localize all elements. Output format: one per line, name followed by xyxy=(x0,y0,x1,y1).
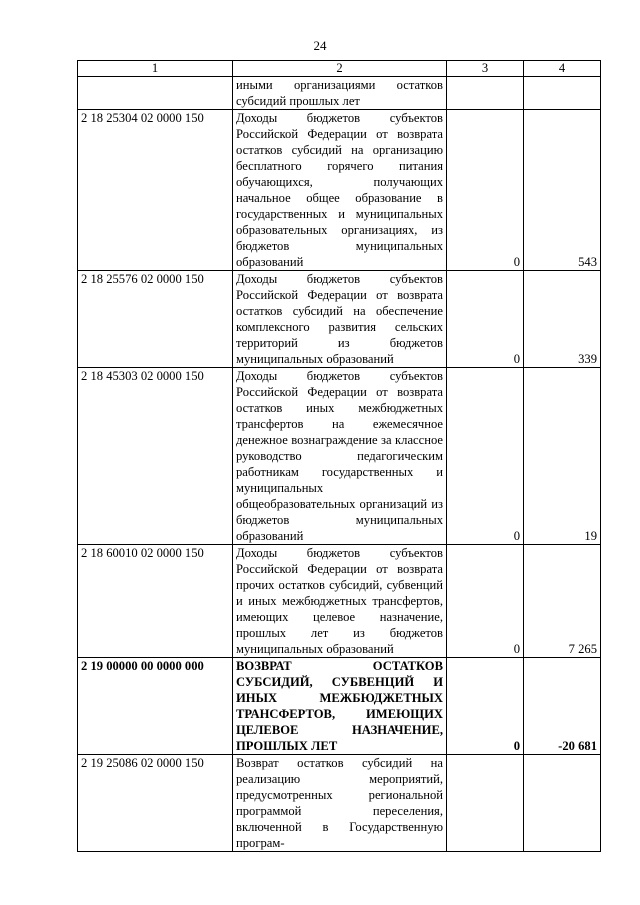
table-row xyxy=(78,271,601,368)
table-row-section-total xyxy=(78,658,601,755)
row-col3-value: 0 xyxy=(447,110,524,271)
table-row xyxy=(78,110,601,271)
row-code: 2 18 25304 02 0000 150 xyxy=(78,110,233,271)
row-code: 2 18 60010 02 0000 150 xyxy=(78,545,233,658)
row-col3-value xyxy=(447,77,524,110)
row-code: 2 19 00000 00 0000 000 xyxy=(78,658,233,755)
table-row xyxy=(78,368,601,545)
row-col3-value xyxy=(447,755,524,852)
table-row xyxy=(78,77,601,110)
row-col4-value: 339 xyxy=(524,271,601,368)
row-col4-value xyxy=(524,755,601,852)
row-description: иными организациями остатков субсидий прошлых лет xyxy=(233,77,447,110)
row-col4-value: 7 265 xyxy=(524,545,601,658)
table-row xyxy=(78,545,601,658)
row-code: 2 19 25086 02 0000 150 xyxy=(78,755,233,852)
row-code: 2 18 45303 02 0000 150 xyxy=(78,368,233,545)
row-col4-value: 19 xyxy=(524,368,601,545)
row-code xyxy=(78,77,233,110)
row-description: Доходы бюджетов субъектов Российской Федерации от возврата остатков субсидий на организацию бесплатного горячего питания обучающихся, получающих начальное общее образование в государственных и муниципальных образовательных организациях, из бюджетов муниципальных образований xyxy=(233,110,447,271)
row-code: 2 18 25576 02 0000 150 xyxy=(78,271,233,368)
row-col3-value: 0 xyxy=(447,368,524,545)
row-col3-value: 0 xyxy=(447,271,524,368)
column-header-3: 3 xyxy=(447,61,524,77)
table-row xyxy=(78,755,601,852)
budget-table xyxy=(77,60,601,852)
column-header-1: 1 xyxy=(78,61,233,77)
row-description: Возврат остатков субсидий на реализацию мероприятий, предусмотренных региональной программой переселения, включенной в Государственную програм- xyxy=(233,755,447,852)
row-col4-value: -20 681 xyxy=(524,658,601,755)
row-description: Доходы бюджетов субъектов Российской Федерации от возврата остатков субсидий на обеспечение комплексного развития сельских территорий из бюджетов муниципальных образований xyxy=(233,271,447,368)
row-col4-value xyxy=(524,77,601,110)
row-col3-value: 0 xyxy=(447,545,524,658)
row-description: Доходы бюджетов субъектов Российской Федерации от возврата прочих остатков субсидий, субвенций и иных межбюджетных трансфертов, имеющих целевое назначение, прошлых лет из бюджетов муниципальных образований xyxy=(233,545,447,658)
table-header-row xyxy=(78,61,601,77)
row-col3-value: 0 xyxy=(447,658,524,755)
row-description: Доходы бюджетов субъектов Российской Федерации от возврата остатков иных межбюджетных трансфертов на ежемесячное денежное вознаграждение за классное руководство педагогическим работникам государственных и муниципальных общеобразовательных организаций из бюджетов муниципальных образований xyxy=(233,368,447,545)
column-header-4: 4 xyxy=(524,61,601,77)
row-description: ВОЗВРАТ ОСТАТКОВ СУБСИДИЙ, СУБВЕНЦИЙ И ИНЫХ МЕЖБЮДЖЕТНЫХ ТРАНСФЕРТОВ, ИМЕЮЩИХ ЦЕЛЕВОЕ НАЗНАЧЕНИЕ, ПРОШЛЫХ ЛЕТ xyxy=(233,658,447,755)
row-col4-value: 543 xyxy=(524,110,601,271)
column-header-2: 2 xyxy=(233,61,447,77)
page-number: 24 xyxy=(313,38,327,53)
